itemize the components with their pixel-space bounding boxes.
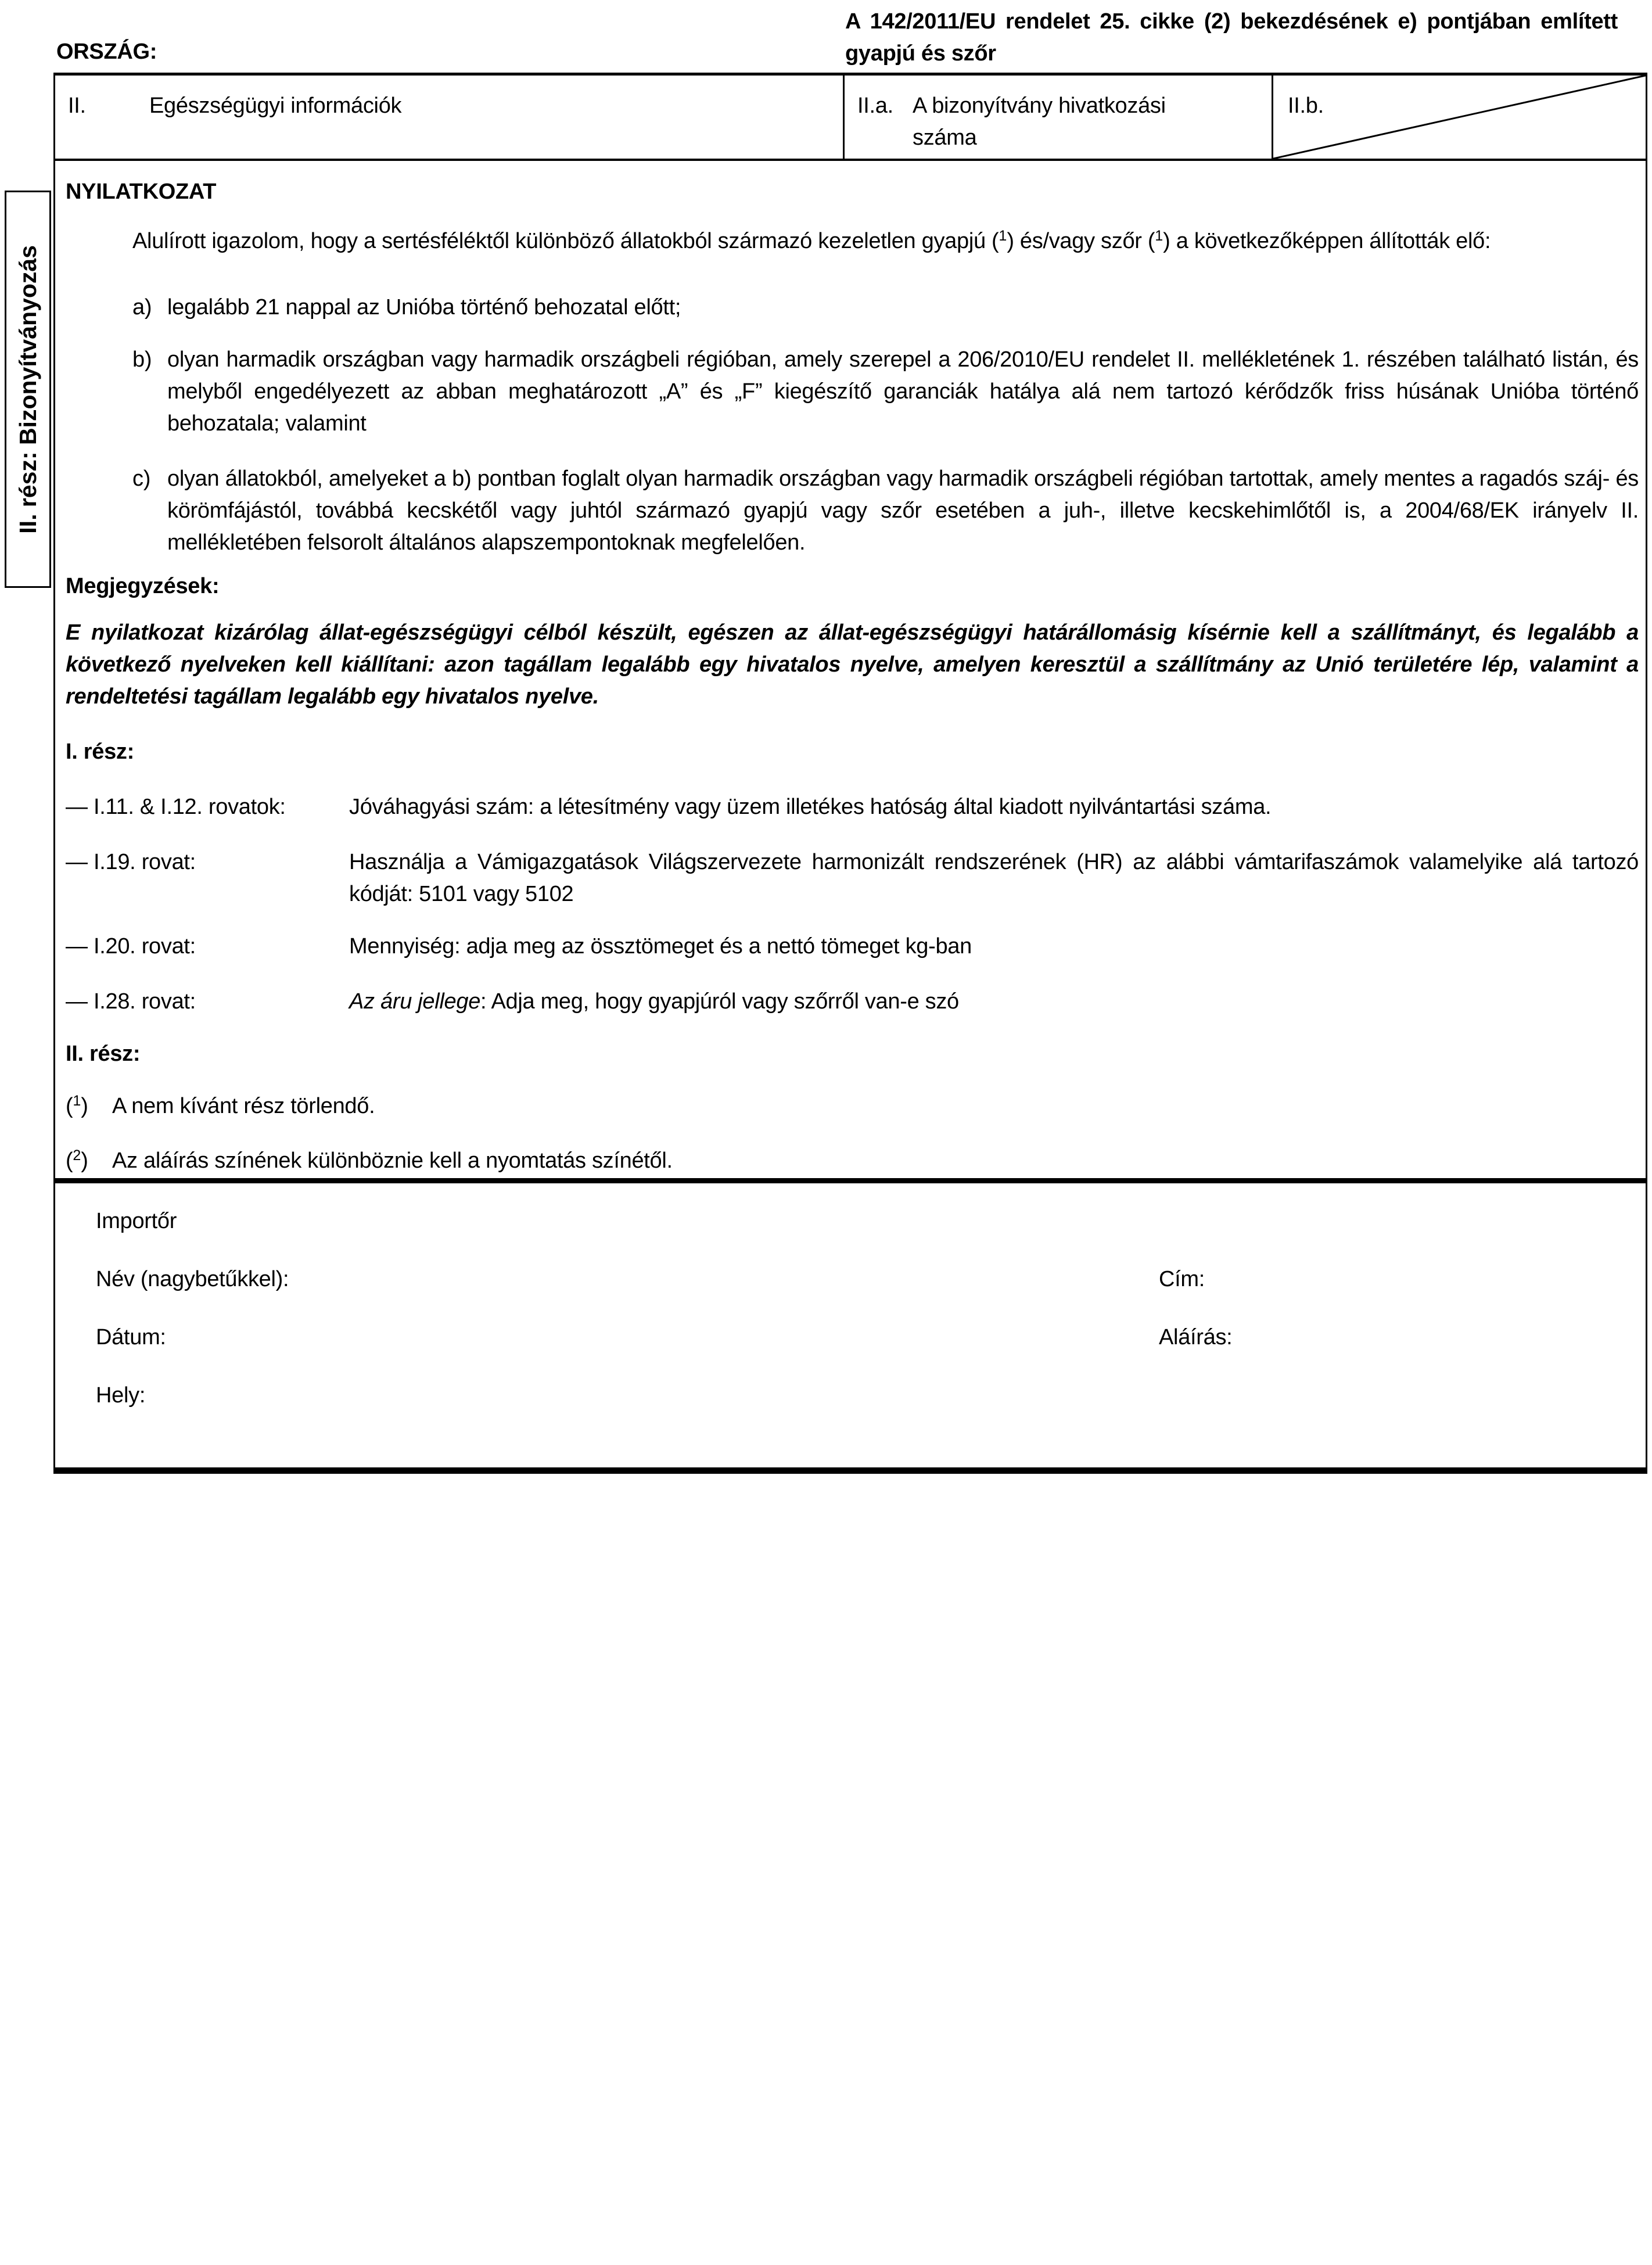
footnote-marker bbox=[66, 1145, 112, 1178]
document-title: A 142/2011/EU rendelet 25. cikke (2) bekezdésének e) pontjában említett gyapjú és szőr bbox=[845, 9, 1618, 66]
cell-IIa-label: A bizonyítvány hivatkozási száma bbox=[913, 94, 1166, 150]
document-header bbox=[0, 0, 1652, 73]
signature-label: Aláírás: bbox=[1159, 1325, 1233, 1349]
date-label: Dátum: bbox=[96, 1325, 166, 1349]
intro-text: ) és/vagy szőr ( bbox=[1007, 229, 1155, 253]
address-label: Cím: bbox=[1159, 1267, 1205, 1291]
footnote-number: 1 bbox=[73, 1093, 81, 1109]
row-label bbox=[66, 791, 349, 823]
item-marker: b) bbox=[132, 347, 152, 372]
footnote-ref-1: 1 bbox=[1155, 228, 1163, 244]
row-label bbox=[66, 931, 349, 963]
importer-box bbox=[53, 1178, 1647, 1474]
row-description-italic: Az áru jellege bbox=[349, 989, 481, 1014]
footnote-text: A nem kívánt rész törlendő. bbox=[112, 1094, 375, 1118]
importer-row-name bbox=[96, 1263, 1646, 1295]
notes-body: E nyilatkozat kizárólag állat-egészségügyi célból készült, egészen az állat-egészségügyi határállomásig kísérnie kell a szállítmányt, és legalább a következő nyelveken kell kiállítani: azon tagállam legalább egy hivatalos nyelve, amelyen keresztül a szállítmány az Unió területére lép, valamint a rendeltetési tagállam legalább egy hivatalos nyelve. bbox=[66, 620, 1639, 709]
item-text: legalább 21 nappal az Unióba történő behozatal előtt; bbox=[167, 295, 681, 320]
footnote-ref-1: 1 bbox=[999, 228, 1007, 244]
sidebar-part2-box bbox=[5, 191, 51, 588]
declaration-item-a bbox=[132, 292, 1639, 324]
row-label bbox=[66, 986, 349, 1018]
declaration-item-b bbox=[132, 344, 1639, 440]
diagonal-strikethrough-line bbox=[1273, 76, 1646, 159]
footnote-1 bbox=[66, 1090, 1639, 1125]
item-marker: c) bbox=[132, 466, 151, 491]
place-label: Hely: bbox=[96, 1383, 146, 1408]
cell-health-information bbox=[55, 76, 845, 159]
dash: — bbox=[66, 850, 88, 874]
row-field: I.20. rovat: bbox=[94, 934, 196, 959]
cell-II-label: Egészségügyi információk bbox=[149, 94, 402, 118]
cell-IIb-number: II.b. bbox=[1288, 94, 1324, 118]
footnote-text: Az aláírás színének különböznie kell a nyomtatás színétől. bbox=[112, 1148, 673, 1173]
note-row-i20 bbox=[66, 931, 1639, 963]
row-description: Használja a Vámigazgatások Világszervezete harmonizált rendszerének (HR) az alábbi vámtarifaszámok valamelyike alá tartozó kódját: 5101 vagy 5102 bbox=[349, 850, 1639, 906]
cell-IIa-number: II.a. bbox=[857, 94, 893, 118]
declaration-heading: NYILATKOZAT bbox=[66, 180, 217, 204]
row-label bbox=[66, 846, 349, 910]
note-row-i19 bbox=[66, 846, 1639, 910]
row-description-rest: : Adja meg, hogy gyapjúról vagy szőrről van-e szó bbox=[480, 989, 959, 1014]
sidebar-part2-label: II. rész: Bizonyítványozás bbox=[14, 245, 41, 534]
item-text: olyan harmadik országban vagy harmadik országbeli régióban, amely szerepel a 206/2010/EU rendelet II. mellékletének 1. részében található listán, és melyből engedélyezett az abban meghatározott „A” és „F” kiegészítő garanciák hatálya alá nem tartozó kérődzők friss húsának Unióba történő behozatala; valamint bbox=[167, 347, 1639, 436]
row-field: I.19. rovat: bbox=[94, 850, 196, 874]
footnote-marker bbox=[66, 1090, 112, 1125]
paren-open: ( bbox=[66, 1094, 73, 1118]
row-description bbox=[349, 986, 1639, 1018]
footnote-number: 2 bbox=[73, 1147, 81, 1164]
footnote-2 bbox=[66, 1145, 1639, 1178]
item-text: olyan állatokból, amelyeket a b) pontban foglalt olyan harmadik országban vagy harmadik országbeli régióban tartottak, amely mentes a ragadós száj- és körömfájástól, továbbá kecskétől vagy juhtól származó gyapjú vagy szőr esetében a juh-, illetve kecskehimlőtől is, a 2004/68/EK irányelv II. mellékletében felsorolt általános alapszempontoknak megfelelően. bbox=[167, 466, 1639, 555]
declaration-intro bbox=[132, 225, 1639, 260]
row-field: I.28. rovat: bbox=[94, 989, 196, 1014]
part2-heading: II. rész: bbox=[66, 1042, 141, 1066]
part1-heading: I. rész: bbox=[66, 740, 134, 764]
dash: — bbox=[66, 989, 88, 1014]
notes-heading: Megjegyzések: bbox=[66, 574, 220, 598]
paren-close: ) bbox=[81, 1148, 88, 1173]
paren-close: ) bbox=[81, 1094, 88, 1118]
dash: — bbox=[66, 934, 88, 959]
row-description: Jóváhagyási szám: a létesítmény vagy üzem illetékes hatóság által kiadott nyilvántartási száma. bbox=[349, 795, 1272, 819]
dash: — bbox=[66, 795, 88, 819]
cell-certificate-reference bbox=[845, 76, 1273, 159]
info-table bbox=[53, 73, 1647, 161]
note-row-i11-i12 bbox=[66, 791, 1639, 823]
importer-row-place bbox=[96, 1380, 1646, 1412]
item-marker: a) bbox=[132, 295, 152, 320]
cell-IIb bbox=[1273, 76, 1646, 159]
country-label: ORSZÁG: bbox=[56, 40, 157, 64]
paren-open: ( bbox=[66, 1148, 73, 1173]
note-row-i28 bbox=[66, 986, 1639, 1018]
importer-title: Importőr bbox=[96, 1209, 177, 1233]
document-body bbox=[53, 161, 1647, 1178]
importer-row-date bbox=[96, 1322, 1646, 1354]
cell-II-number: II. bbox=[68, 94, 86, 118]
row-description: Mennyiség: adja meg az össztömeget és a nettó tömeget kg-ban bbox=[349, 934, 972, 959]
declaration-item-c bbox=[132, 463, 1639, 559]
name-label: Név (nagybetűkkel): bbox=[96, 1267, 289, 1291]
intro-text: Alulírott igazolom, hogy a sertésféléktől különböző állatokból származó kezeletlen gyapjú ( bbox=[132, 229, 999, 253]
intro-text: ) a következőképpen állították elő: bbox=[1163, 229, 1491, 253]
row-field: I.11. & I.12. rovatok: bbox=[94, 795, 286, 819]
